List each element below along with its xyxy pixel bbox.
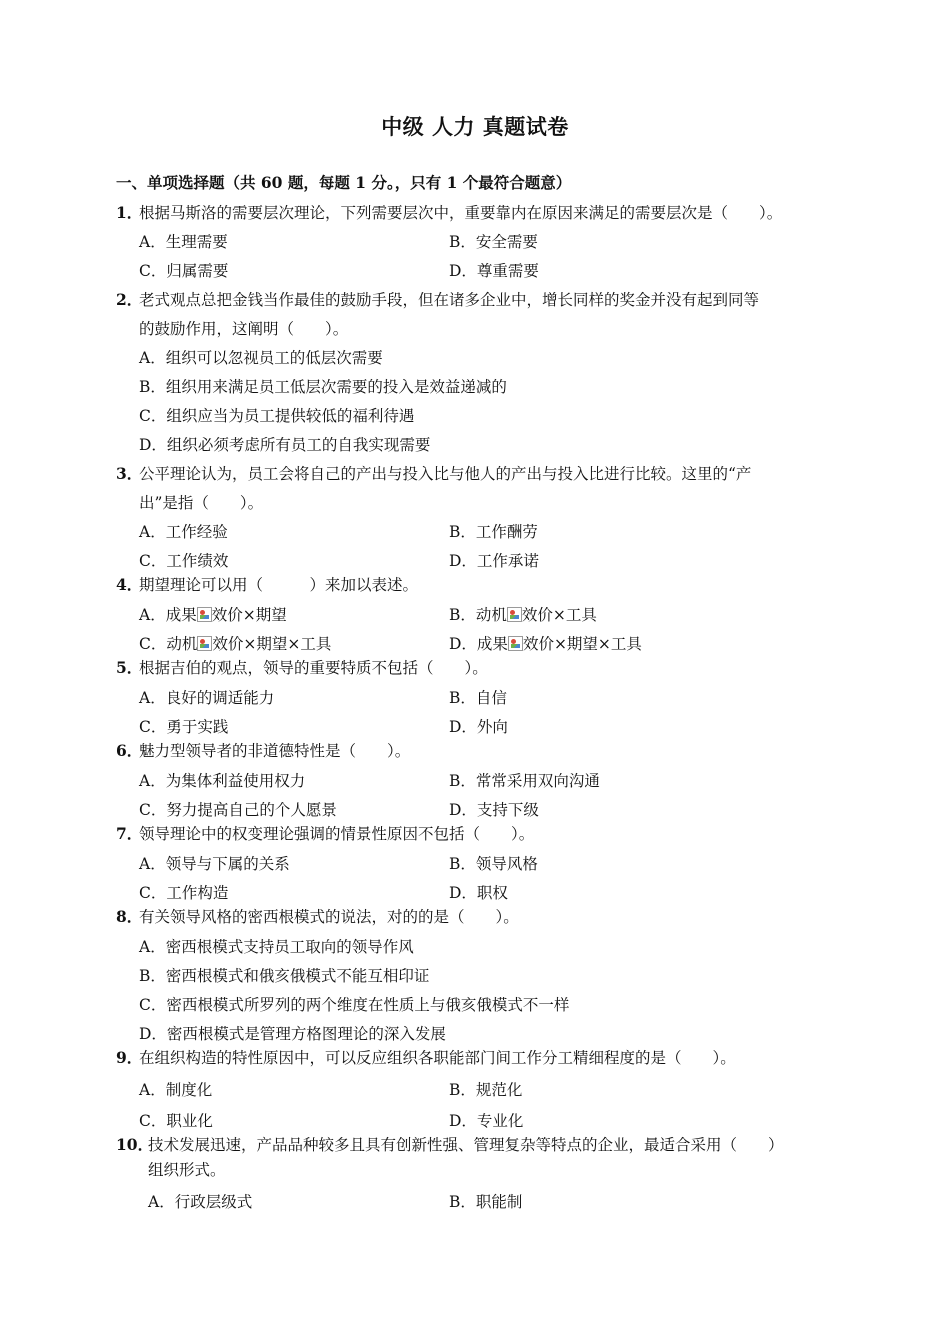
option-b: B．组织用来满足员工低层次需要的投入是效益递减的 xyxy=(139,378,507,396)
question-number: 6． xyxy=(116,741,143,760)
broken-image-icon xyxy=(508,636,523,651)
section-heading: 一、单项选择题（共 60 题，每题 1 分。，只有 1 个最符合题意） xyxy=(116,173,572,192)
question-stem-continued: 组织形式。 xyxy=(148,1161,226,1179)
question-stem: 根据马斯洛的需要层次理论，下列需要层次中，重要靠内在原因来满足的需要层次是（ ）。 xyxy=(139,204,783,222)
question-number: 2． xyxy=(116,290,143,309)
option-b: B．工作酬劳 xyxy=(449,523,538,541)
option-d: D．支持下级 xyxy=(449,801,539,819)
option-b: B．安全需要 xyxy=(449,233,538,251)
question-stem: 领导理论中的权变理论强调的情景性原因不包括（ ）。 xyxy=(139,825,535,843)
option-a: A．领导与下属的关系 xyxy=(139,855,290,873)
question-stem: 根据吉伯的观点，领导的重要特质不包括（ ）。 xyxy=(139,659,488,677)
broken-image-icon xyxy=(197,636,212,651)
option-c: C．工作构造 xyxy=(139,884,229,902)
option-d: D．工作承诺 xyxy=(449,552,539,570)
option-a: A．良好的调适能力 xyxy=(139,689,275,707)
option-c: C．密西根模式所罗列的两个维度在性质上与俄亥俄模式不一样 xyxy=(139,996,570,1014)
option-d: D．组织必须考虑所有员工的自我实现需要 xyxy=(139,436,431,454)
option-b: B．动机 效价×工具 xyxy=(449,606,597,624)
option-d: D．职权 xyxy=(449,884,508,902)
question-stem: 技术发展迅速，产品品种较多且具有创新性强、管理复杂等特点的企业，最适合采用（ ） xyxy=(148,1136,784,1154)
question-number: 3． xyxy=(116,464,143,483)
question-number: 4． xyxy=(116,575,143,594)
option-b: B．密西根模式和俄亥俄模式不能互相印证 xyxy=(139,967,430,985)
question-stem: 有关领导风格的密西根模式的说法，对的的是（ ）。 xyxy=(139,908,519,926)
option-b: B．职能制 xyxy=(449,1193,523,1211)
question-number: 5． xyxy=(116,658,143,677)
option-d: D．尊重需要 xyxy=(449,262,539,280)
option-b: B．领导风格 xyxy=(449,855,538,873)
option-b: B．自信 xyxy=(449,689,507,707)
option-a: A．组织可以忽视员工的低层次需要 xyxy=(139,349,383,367)
option-c: C．组织应当为员工提供较低的福利待遇 xyxy=(139,407,415,425)
option-a: A．为集体利益使用权力 xyxy=(139,772,306,790)
option-d: D．成果 效价×期望×工具 xyxy=(449,635,642,653)
question-stem-continued: 的鼓励作用，这阐明（ ）。 xyxy=(139,320,349,338)
broken-image-icon xyxy=(507,607,522,622)
option-d: D．外向 xyxy=(449,718,508,736)
question-stem-continued: 出”是指（ ）。 xyxy=(139,494,264,512)
option-a: A．生理需要 xyxy=(139,233,228,251)
option-c: C．职业化 xyxy=(139,1112,213,1130)
option-b: B．常常采用双向沟通 xyxy=(449,772,600,790)
option-c: C．努力提高自己的个人愿景 xyxy=(139,801,337,819)
question-number: 1． xyxy=(116,203,143,222)
option-c: C．归属需要 xyxy=(139,262,229,280)
question-stem: 期望理论可以用（ ）来加以表述。 xyxy=(139,576,419,594)
option-c: C．工作绩效 xyxy=(139,552,229,570)
question-stem: 老式观点总把金钱当作最佳的鼓励手段，但在诸多企业中，增长同样的奖金并没有起到同等 xyxy=(139,291,760,309)
question-number: 7． xyxy=(116,824,143,843)
question-stem: 公平理论认为，员工会将自己的产出与投入比与他人的产出与投入比进行比较。这里的“产 xyxy=(139,465,752,483)
question-number: 10． xyxy=(116,1135,154,1154)
question-number: 8． xyxy=(116,907,143,926)
question-number: 9． xyxy=(116,1048,143,1067)
option-a: A．密西根模式支持员工取向的领导作风 xyxy=(139,938,414,956)
option-a: A．成果 效价×期望 xyxy=(139,606,287,624)
option-c: C．勇于实践 xyxy=(139,718,229,736)
page-title: 中级 人力 真题试卷 xyxy=(381,114,569,139)
option-a: A．行政层级式 xyxy=(148,1193,253,1211)
option-b: B．规范化 xyxy=(449,1081,523,1099)
option-d: D．专业化 xyxy=(449,1112,524,1130)
broken-image-icon xyxy=(197,607,212,622)
question-stem: 在组织构造的特性原因中，可以反应组织各职能部门间工作分工精细程度的是（ ）。 xyxy=(139,1049,736,1067)
option-a: A．工作经验 xyxy=(139,523,228,541)
option-a: A．制度化 xyxy=(139,1081,213,1099)
question-stem: 魅力型领导者的非道德特性是（ ）。 xyxy=(139,742,411,760)
option-c: C．动机 效价×期望×工具 xyxy=(139,635,332,653)
option-d: D．密西根模式是管理方格图理论的深入发展 xyxy=(139,1025,446,1043)
